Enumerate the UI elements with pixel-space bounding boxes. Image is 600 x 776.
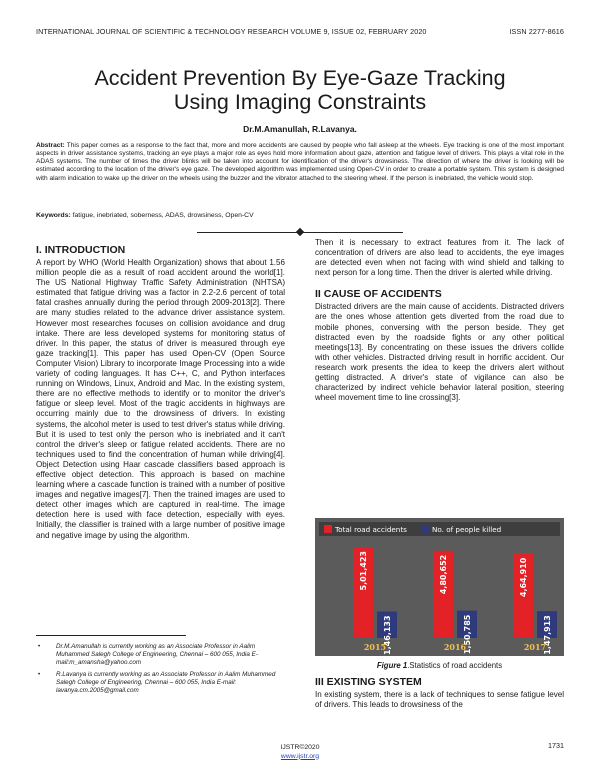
chart-area: [315, 518, 564, 661]
figure-label: Figure 1: [376, 661, 408, 670]
page-footer: [0, 744, 600, 761]
existing-heading: III EXISTING SYSTEM: [315, 676, 422, 688]
legend-label-accidents: Total road accidents: [335, 525, 407, 534]
legend-swatch-killed: [421, 525, 429, 533]
legend-swatch-accidents: [324, 525, 332, 533]
intro-text: A report by WHO (World Health Organization) shows that about 1.56 million people die as a result of road accident around the world[1]. The US National Highway Traffic Safety Administration (NHTSA) estimated that fatigue driving was a factor in 2.2-2.6 percent of total fatal crashes annually during the period through 2009-2013[2]. There are many studies related to the advance driver assistance system. However most researches focuses on collision avoidance and drug intake. There are less developed systems for monitoring status of driver. In this paper, the status of driver is measured through eye gaze tracking[1]. This paper has used Open-CV (Open Source Computer Vision) Library to incorporate Image Processing into a wide variety of coding languages. It has C++, C, and Python interfaces running on Windows, Linux, Android and Mac. In the existing system, there are no effective methods to identify or to monitor the driver's fatigue or sleep level. Most of the tragic accidents in highways are occurring mainly due to the drowsiness of drivers. In existing systems, the alcohol meter is used to test driver's status while driving. But it is used to test only the person who is inebriated and it can't control the driver's sleep or fatigue related accidents. There are no techniques used to find the concentration of human while driving[4]. Object Detection using Haar cascade classifiers based approach is effective object detection. This approach is based on machine learning where a cascade function is trained with a number of positive images and negative images[7]. Then the trained images are used to detect other images which are captured in real-time. The image detection here is used with face detection, especially with eyes. Initially, the classifier is trained with a large number of positive image and negative image by using the algorithm.: [36, 258, 285, 540]
bar-data-label: 1,47,913: [543, 615, 552, 655]
bar-data-label: 4,64,910: [519, 557, 528, 598]
journal-title: INTERNATIONAL JOURNAL OF SCIENTIFIC & TECHNOLOGY RESEARCH VOLUME 9, ISSUE 02, FEBRUARY 2020: [36, 27, 427, 36]
issn: ISSN 2277-8616: [509, 27, 564, 36]
keywords: [36, 212, 564, 219]
divider-diamond-icon: [296, 228, 304, 236]
figure-caption: [315, 661, 564, 670]
bar-data-label: 5,01,423: [359, 551, 368, 591]
footnote-text: Dr.M.Amanullah is currently working as an Associate Professor in Aalim Muhammed Salegh College of Engineering, Chennai – 600 055, India E-mail:m_amansha@yahoo.com: [56, 643, 258, 666]
category-label: 2017: [523, 642, 547, 652]
bar-data-label: 1,50,785: [463, 614, 472, 655]
left-column: [36, 244, 285, 541]
cause-text: Distracted drivers are the main cause of accidents. Distracted drivers are the ones whose attention gets diverted from the road due to mobile phones, conversing with the person beside. They get distracted even by the roadside fights or any other political meetings[13]. By concentrating on these issues the drivers collide with other vehicles. Distracted driving result in horrific accident. Our research work presents the idea to keep the drivers alert without getting distracted. A driver's state of vigilance can also be characterized by indirect vehicle behavior lateral position, steering wheel movement time to line crossing[3].: [315, 302, 564, 403]
right-column-lower: [315, 676, 564, 710]
road-accidents-chart: [315, 518, 564, 656]
page-number: 1731: [548, 741, 564, 750]
title-line-1: Accident Prevention By Eye-Gaze Tracking: [94, 66, 506, 90]
bullet-icon: •: [38, 643, 41, 650]
section-divider: [197, 228, 403, 236]
footnote-rule: [36, 635, 186, 636]
abstract: [36, 142, 564, 183]
bullet-icon: •: [38, 671, 41, 679]
title-line-2: Using Imaging Constraints: [173, 90, 427, 114]
journal-header: [36, 27, 564, 36]
footer-url-link[interactable]: www.ijstr.org: [280, 752, 320, 760]
footnote-text: R.Lavanya is currently working as an Associate Professor in Aalim Muhammed Salegh College of Engineering, Chennai – 600 055, India E-mail: lavanya.cm.2005@gmail.com: [56, 671, 276, 694]
keywords-text: fatigue, inebriated, soberness, ADAS, drowsiness, Open-CV: [70, 212, 254, 219]
authors: Dr.M.Amanullah, R.Lavanya.: [243, 124, 357, 134]
existing-text: In existing system, there is a lack of techniques to sense fatigue level of drivers. This leads to drowsiness of the: [315, 690, 564, 710]
paper-title: [40, 66, 560, 114]
intro-heading: I. INTRODUCTION: [36, 244, 126, 256]
abstract-text: This paper comes as a response to the fact that, more and more accidents are caused by people who fall asleep at the wheels. Eye tracking is one of the most important aspects in driver assistance systems, tracking an eye plays a major role as eyes hold more information about gaze, attention and fatigue level of drivers. This plays a vital role in the ADAS systems. The number of times the driver blinks will be taken into account for identification of the driver's drowsiness. The direction of where the driver is looking will be estimated according to the location of the driver's eye gaze. The developed algorithm was implemented using Open-CV in order to create a portable system. This system is designed with alarm indication to wake up the driver on the wheels using the buzzer and the vibrator attached to the steering wheel. If the person is inebriated, the vehicle would stop.: [36, 142, 564, 182]
keywords-label: Keywords:: [36, 212, 71, 219]
footnote-item: [36, 671, 285, 694]
category-label: 2015: [363, 642, 387, 652]
bar-data-label: 1,46,133: [383, 615, 392, 655]
legend-label-killed: No. of people killed: [432, 525, 502, 534]
right-intro-text: Then it is necessary to extract features from it. The lack of concentration of drivers are also lead to accidents, the eye images are detected even when not facing with wind shield and talking to next person for a long time. Then the driver is alerted while driving.: [315, 238, 564, 278]
abstract-label: Abstract:: [36, 142, 65, 149]
footer-code: IJSTR©2020: [280, 744, 320, 751]
cause-heading: II CAUSE OF ACCIDENTS: [315, 288, 442, 301]
figure-caption-text: .Statistics of road accidents: [407, 661, 503, 670]
right-column: [315, 238, 564, 403]
footnotes: [36, 643, 285, 700]
footnote-item: [36, 643, 285, 666]
bar-data-label: 4,80,652: [439, 554, 448, 595]
category-label: 2016: [443, 642, 467, 652]
